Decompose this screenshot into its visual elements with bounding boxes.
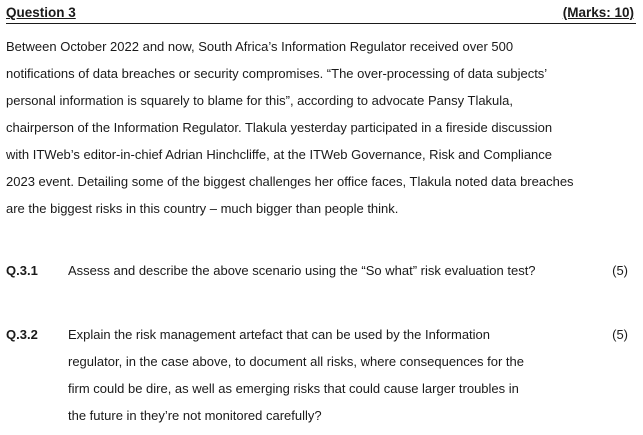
question-line: Assess and describe the above scenario using the “So what” risk evaluation test?	[68, 263, 536, 278]
question-line: the future in they’re not monitored carefully?	[68, 408, 322, 423]
total-marks: (Marks: 10)	[562, 5, 634, 20]
scenario-line: chairperson of the Information Regulator. Tlakula yesterday participated in a fireside discussion	[6, 120, 553, 135]
scenario-line: Between October 2022 and now, South Africa’s Information Regulator received over 500	[6, 39, 514, 54]
question-header	[6, 5, 636, 24]
question-title: Question 3	[6, 5, 76, 20]
question-text	[68, 321, 588, 429]
question-number: Q.3.1	[6, 263, 38, 278]
question-number: Q.3.2	[6, 327, 38, 342]
scenario-line: notifications of data breaches or security compromises. “The over-processing of data subjects’	[6, 66, 548, 81]
question-line: firm could be dire, as well as emerging risks that could cause larger troubles in	[68, 381, 519, 396]
scenario-paragraph	[6, 33, 638, 222]
scenario-line: with ITWeb’s editor-in-chief Adrian Hinchcliffe, at the ITWeb Governance, Risk and Compliance	[6, 147, 553, 162]
question-marks: (5)	[612, 327, 628, 342]
question-text	[68, 257, 588, 284]
question-line: regulator, in the case above, to document all risks, where consequences for the	[68, 354, 524, 369]
scenario-line: are the biggest risks in this country – much bigger than people think.	[6, 201, 399, 216]
scenario-line: personal information is squarely to blame for this”, according to advocate Pansy Tlakula,	[6, 93, 514, 108]
scenario-line: 2023 event. Detailing some of the biggest challenges her office faces, Tlakula noted data breaches	[6, 174, 574, 189]
question-marks: (5)	[612, 263, 628, 278]
question-line: Explain the risk management artefact that can be used by the Information	[68, 327, 491, 342]
